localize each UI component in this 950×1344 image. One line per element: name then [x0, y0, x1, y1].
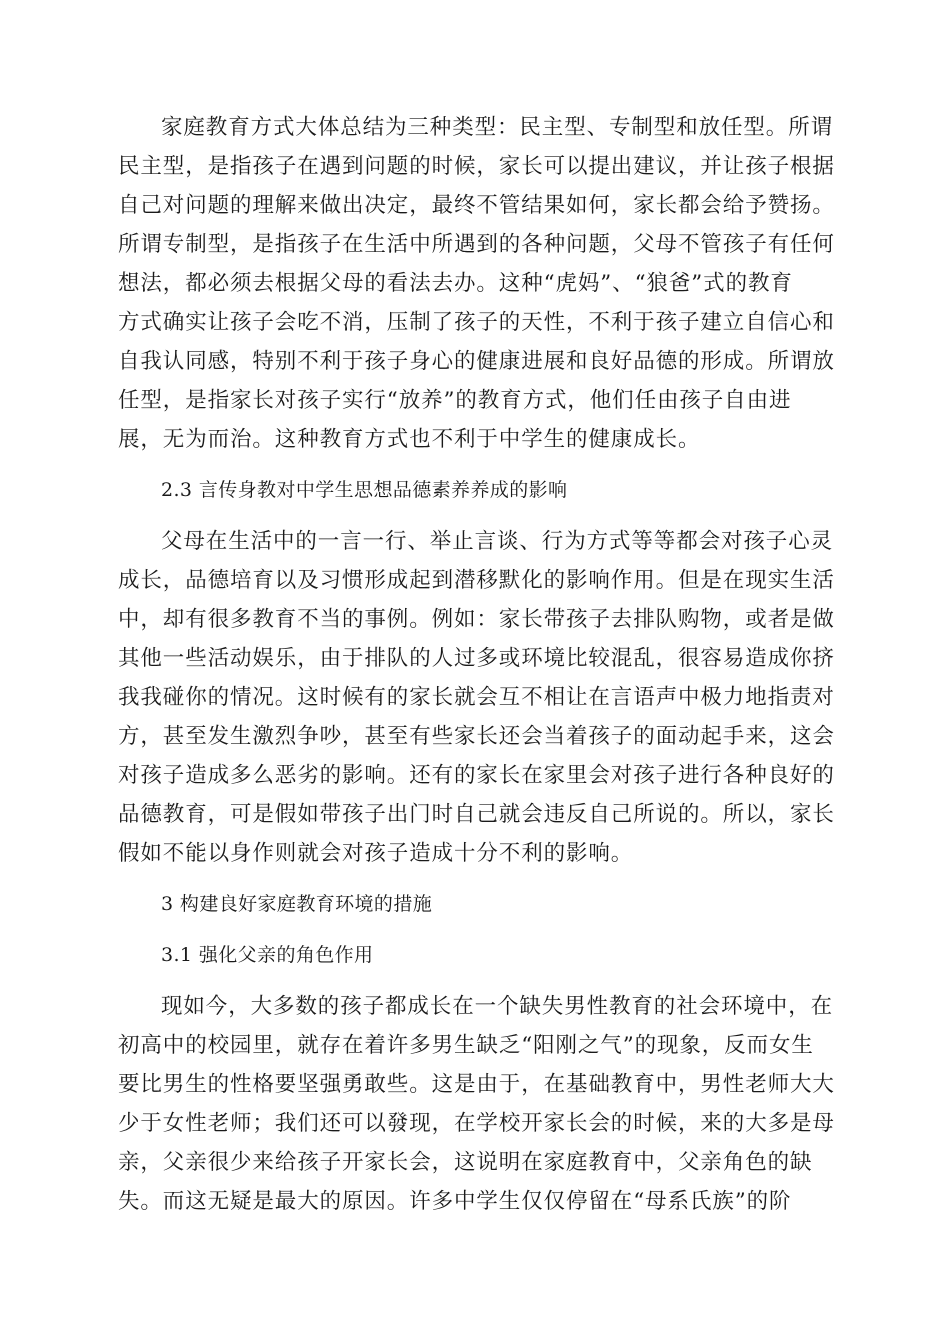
heading-text: 3.1 强化父亲的角色作用: [161, 944, 374, 966]
text-line: 中，却有很多教育不当的事例。例如：家长带孩子去排队购物，或者是做: [118, 607, 835, 632]
paragraph-parenting-styles: [118, 108, 838, 459]
text-line: 方，甚至发生激烈争吵，甚至有些家长还会当着孩子的面动起手来，这会: [118, 724, 835, 749]
text-line: 我我碰你的情况。这时候有的家长就会互不相让在言语声中极力地指责对: [118, 685, 835, 710]
text-line: 亲，父亲很少来给孩子开家长会，这说明在家庭教育中，父亲角色的缺: [118, 1150, 813, 1175]
text-line: 任型，是指家长对孩子实行“放养”的教育方式，他们任由孩子自由进: [118, 388, 792, 413]
text-line: 自我认同感，特别不利于孩子身心的健康进展和良好品德的形成。所谓放: [118, 349, 835, 374]
text-line: 自己对问题的理解来做出决定，最终不管结果如何，家长都会给予赞扬。: [118, 193, 835, 218]
text-line: 现如今，大多数的孩子都成长在一个缺失男性教育的社会环境中，在: [161, 994, 834, 1019]
text-line: 品德教育，可是假如带孩子出门时自己就会违反自己所说的。所以，家长: [118, 802, 835, 827]
text-line: 其他一些活动娱乐，由于排队的人过多或环境比较混乱，很容易造成你挤: [118, 646, 835, 671]
text-line: 对孩子造成多么恶劣的影响。还有的家长在家里会对孩子进行各种良好的: [118, 763, 835, 788]
text-line: 家庭教育方式大体总结为三种类型：民主型、专制型和放任型。所谓: [161, 115, 834, 140]
section-heading-3: [118, 885, 838, 924]
text-line: 展，无为而治。这种教育方式也不利于中学生的健康成长。: [118, 427, 701, 452]
text-line: 所谓专制型，是指孩子在生活中所遇到的各种问题，父母不管孩子有任何: [118, 232, 835, 257]
paragraph-father-role: [118, 987, 838, 1221]
text-line: 父母在生活中的一言一行、举止言谈、行为方式等等都会对孩子心灵: [161, 529, 834, 554]
text-line: 想法，都必须去根据父母的看法去办。这种“虎妈”、“狼爸”式的教育: [118, 271, 793, 296]
text-line: 少于女性老师；我们还可以發现，在学校开家长会的时候，来的大多是母: [118, 1111, 835, 1136]
text-line: 成长，品德培育以及习惯形成起到潜移默化的影响作用。但是在现实生活: [118, 568, 835, 593]
text-line: 失。而这无疑是最大的原因。许多中学生仅仅停留在“母系氏族”的阶: [118, 1189, 792, 1214]
document-page: [118, 108, 838, 1233]
section-heading-3-1: [118, 936, 838, 975]
text-line: 要比男生的性格要坚强勇敢些。这是由于，在基础教育中，男性老师大大: [118, 1072, 835, 1097]
text-line: 民主型，是指孩子在遇到问题的时候，家长可以提出建议，并让孩子根据: [118, 154, 835, 179]
section-heading-2-3: [118, 471, 838, 510]
heading-text: 2.3 言传身教对中学生思想品德素养养成的影响: [161, 479, 568, 501]
heading-text: 3 构建良好家庭教育环境的措施: [161, 893, 433, 915]
text-line: 初高中的校园里，就存在着许多男生缺乏“阳刚之气”的现象，反而女生: [118, 1033, 814, 1058]
text-line: 方式确实让孩子会吃不消，压制了孩子的天性，不利于孩子建立自信心和: [118, 310, 835, 335]
text-line: 假如不能以身作则就会对孩子造成十分不利的影响。: [118, 841, 634, 866]
paragraph-lead-by-example: [118, 522, 838, 873]
